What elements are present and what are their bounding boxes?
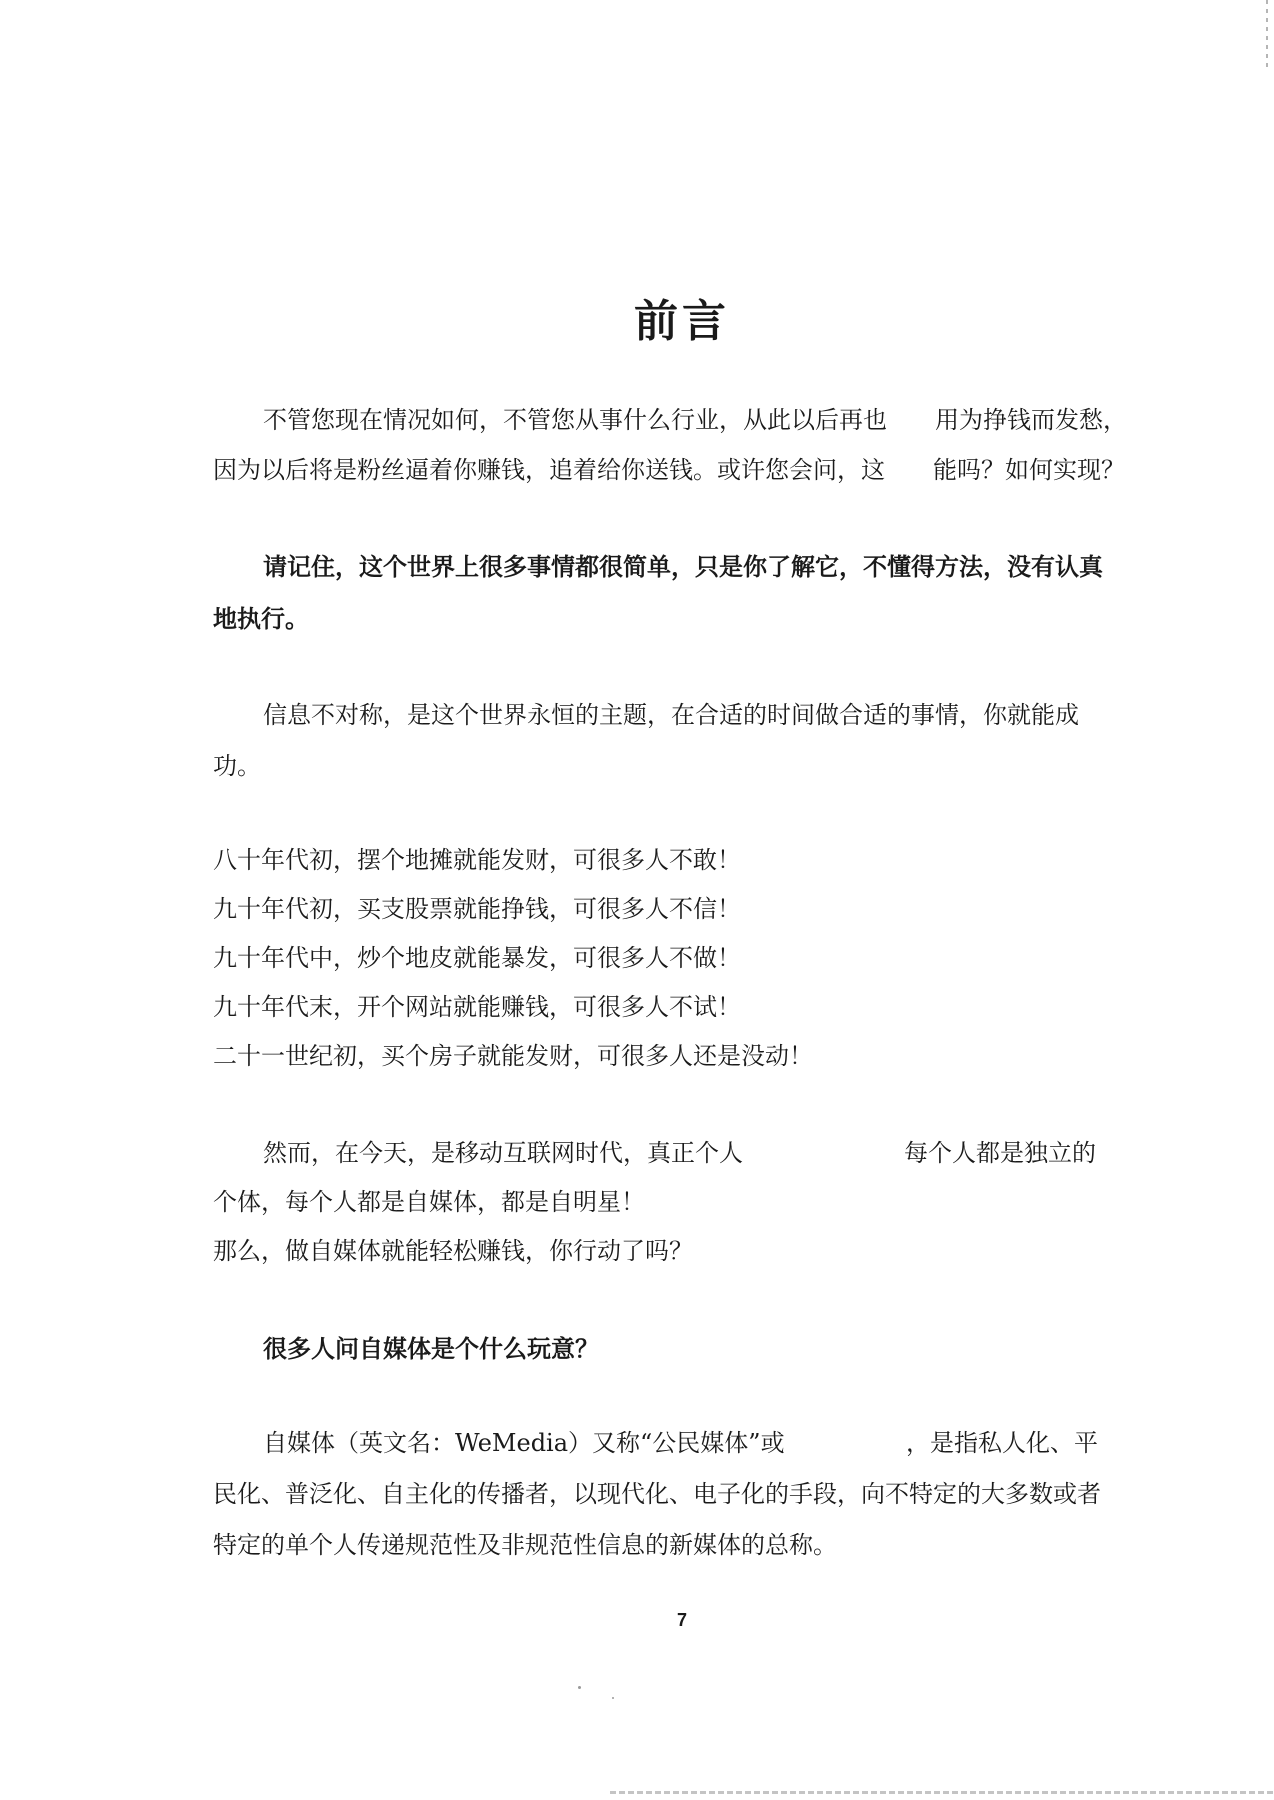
- paragraph-3-line-1: 信息不对称，是这个世界永恒的主题，在合适的时间做合适的事情，你就能成: [263, 701, 1079, 729]
- paragraph-1-line-2: 因为以后将是粉丝逼着你赚钱，追着给你送钱。或许您会问，这 能吗？如何实现？: [213, 456, 1125, 484]
- scan-speck: [612, 1697, 614, 1699]
- scan-edge-mark: [1266, 0, 1268, 70]
- paragraph-5-line-1-right: ，是指私人化、平: [906, 1429, 1098, 1457]
- paragraph-2-line-2: 地执行。: [213, 605, 309, 633]
- era-line-4: 九十年代末，开个网站就能赚钱，可很多人不试！: [213, 993, 741, 1021]
- era-line-1: 八十年代初，摆个地摊就能发财，可很多人不敢！: [213, 846, 741, 874]
- scan-speck: [578, 1686, 581, 1689]
- era-line-2: 九十年代初，买支股票就能挣钱，可很多人不信！: [213, 895, 741, 923]
- paragraph-2-line-1: 请记住，这个世界上很多事情都很简单，只是你了解它，不懂得方法，没有认真: [263, 553, 1103, 581]
- page-number: 7: [676, 1610, 687, 1630]
- era-line-3: 九十年代中，炒个地皮就能暴发，可很多人不做！: [213, 944, 741, 972]
- era-line-5: 二十一世纪初，买个房子就能发财，可很多人还是没动！: [213, 1042, 813, 1070]
- scan-bottom-edge: [610, 1791, 1274, 1794]
- paragraph-4-line-1-right: 每个人都是独立的: [904, 1139, 1096, 1167]
- paragraph-5-line-1-left: 自媒体（英文名：WeMedia）又称“公民媒体”或: [263, 1429, 785, 1457]
- paragraph-4-line-3: 那么，做自媒体就能轻松赚钱，你行动了吗？: [213, 1237, 693, 1265]
- paragraph-1-line-1: 不管您现在情况如何，不管您从事什么行业，从此以后再也 用为挣钱而发愁，: [263, 406, 1127, 434]
- paragraph-5-line-3: 特定的单个人传递规范性及非规范性信息的新媒体的总称。: [213, 1531, 837, 1559]
- question-heading: 很多人问自媒体是个什么玩意？: [263, 1335, 599, 1363]
- paragraph-3-line-2: 功。: [213, 752, 261, 780]
- paragraph-4-line-1-left: 然而，在今天，是移动互联网时代，真正个人: [263, 1139, 743, 1167]
- paragraph-4-line-2: 个体，每个人都是自媒体，都是自明星！: [213, 1188, 645, 1216]
- paragraph-5-line-2: 民化、普泛化、自主化的传播者，以现代化、电子化的手段，向不特定的大多数或者: [213, 1480, 1101, 1508]
- page-title: 前言: [634, 296, 730, 347]
